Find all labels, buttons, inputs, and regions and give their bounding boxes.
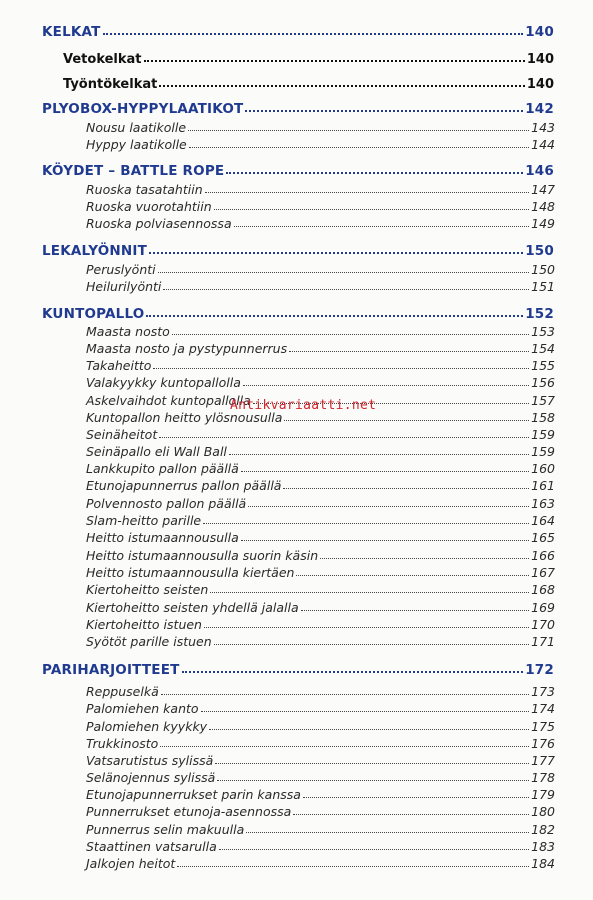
page-number: 146 [525, 163, 554, 179]
toc-entry[interactable] [86, 698, 555, 716]
dot-leader [289, 351, 529, 352]
page-number: 165 [531, 530, 555, 545]
page-number: 180 [531, 804, 555, 819]
dot-leader [172, 334, 529, 335]
section-heading[interactable] [42, 97, 554, 117]
entry-title: Kuntopallon heitto ylösnousulla [86, 410, 283, 425]
dot-leader [161, 694, 529, 695]
dot-leader [229, 454, 529, 455]
dot-leader [209, 729, 529, 730]
page-number: 143 [531, 120, 555, 135]
dot-leader [234, 226, 530, 227]
dot-leader [153, 368, 529, 369]
dot-leader [159, 437, 529, 438]
page-number: 158 [531, 410, 555, 425]
toc-entry[interactable] [86, 750, 555, 768]
entry-title: Maasta nosto ja pystypunnerrus [86, 341, 288, 356]
toc-entry[interactable] [86, 179, 555, 197]
dot-leader [293, 814, 529, 815]
entry-title: Nousu laatikolle [86, 120, 187, 135]
dot-leader [296, 575, 529, 576]
subsection-entry[interactable] [63, 47, 554, 67]
entry-title: Punnerrukset etunoja-asennossa [86, 804, 292, 819]
dot-leader [177, 866, 529, 867]
entry-title: KUNTOPALLO [42, 306, 145, 322]
page-number: 159 [531, 427, 555, 442]
toc-entry[interactable] [86, 213, 555, 231]
dot-leader [204, 627, 529, 628]
entry-title: Kiertoheitto istuen [86, 617, 202, 632]
page-number: 156 [531, 375, 555, 390]
entry-title: Ruoska polviasennossa [86, 216, 232, 231]
toc-entry[interactable] [86, 372, 555, 390]
entry-title: Punnerrus selin makuulla [86, 822, 245, 837]
dot-leader [201, 711, 530, 712]
toc-entry[interactable] [86, 767, 555, 785]
dot-leader [158, 272, 530, 273]
page-number: 170 [531, 617, 555, 632]
toc-entry[interactable] [86, 784, 555, 802]
toc-entry[interactable] [86, 562, 555, 580]
page-number: 153 [531, 324, 555, 339]
page-number: 148 [531, 199, 555, 214]
toc-entry[interactable] [86, 441, 555, 459]
page-number: 159 [531, 444, 555, 459]
page-number: 172 [525, 662, 554, 678]
page-number: 140 [525, 24, 554, 40]
page-number: 169 [531, 600, 555, 615]
page-number: 157 [531, 393, 555, 408]
dot-leader [245, 110, 523, 112]
page-number: 151 [531, 279, 555, 294]
page-number: 144 [531, 137, 555, 152]
entry-title: Etunojapunnerrukset parin kanssa [86, 787, 301, 802]
watermark: Antikvariaatti.net [230, 398, 377, 413]
entry-title: Polvennosto pallon päällä [86, 496, 247, 511]
entry-title: Kiertoheitto seisten [86, 582, 209, 597]
toc-entry[interactable] [86, 276, 555, 294]
entry-title: Ruoska vuorotahtiin [86, 199, 212, 214]
toc-entry[interactable] [86, 853, 555, 871]
page-number: 163 [531, 496, 555, 511]
page-number: 177 [531, 753, 555, 768]
entry-title: Jalkojen heitot [86, 856, 176, 871]
page-number: 155 [531, 358, 555, 373]
section-heading[interactable] [42, 658, 554, 678]
entry-title: Reppuselkä [86, 684, 159, 699]
entry-title: Heitto istumaannousulla [86, 530, 239, 545]
dot-leader [159, 85, 525, 87]
section-heading[interactable] [42, 239, 554, 259]
entry-title: Hyppy laatikolle [86, 137, 187, 152]
dot-leader [241, 540, 529, 541]
entry-title: KELKAT [42, 24, 101, 40]
page-number: 173 [531, 684, 555, 699]
entry-title: Etunojapunnerrus pallon päällä [86, 478, 282, 493]
dot-leader [103, 33, 524, 35]
dot-leader [214, 644, 529, 645]
dot-leader [215, 763, 529, 764]
page-number: 161 [531, 478, 555, 493]
page-number: 142 [525, 101, 554, 117]
toc-entry[interactable] [86, 510, 555, 528]
page-number: 166 [531, 548, 555, 563]
entry-title: Syötöt parille istuen [86, 634, 212, 649]
dot-leader [248, 506, 529, 507]
dot-leader [182, 671, 524, 673]
dot-leader [160, 746, 529, 747]
page-number: 147 [531, 182, 555, 197]
entry-title: KÖYDET – BATTLE ROPE [42, 163, 225, 179]
dot-leader [214, 209, 529, 210]
dot-leader [189, 147, 529, 148]
entry-title: PARIHARJOITTEET [42, 662, 180, 678]
toc-entry[interactable] [86, 259, 555, 277]
dot-leader [219, 849, 529, 850]
entry-title: LEKALYÖNNIT [42, 243, 148, 259]
entry-title: Heitto istumaannousulla suorin käsin [86, 548, 319, 563]
entry-title: Vatsarutistus sylissä [86, 753, 214, 768]
toc-entry[interactable] [86, 631, 555, 649]
toc-entry[interactable] [86, 338, 555, 356]
dot-leader [283, 488, 529, 489]
entry-title: Takaheitto [86, 358, 152, 373]
toc-entry[interactable] [86, 614, 555, 632]
toc-entry[interactable] [86, 819, 555, 837]
dot-leader [241, 471, 529, 472]
page-number: 174 [531, 701, 555, 716]
toc-entry[interactable] [86, 475, 555, 493]
dot-leader [226, 172, 523, 174]
page-number: 183 [531, 839, 555, 854]
entry-title: Trukkinosto [86, 736, 159, 751]
page-number: 171 [531, 634, 555, 649]
page-number: 178 [531, 770, 555, 785]
dot-leader [246, 832, 529, 833]
toc-entry[interactable] [86, 117, 555, 135]
toc-entry[interactable] [86, 733, 555, 751]
entry-title: Maasta nosto [86, 324, 170, 339]
toc-entry[interactable] [86, 681, 555, 699]
toc-entry[interactable] [86, 134, 555, 152]
page-number: 140 [526, 52, 554, 67]
dot-leader [217, 780, 529, 781]
section-heading[interactable] [42, 159, 554, 179]
toc-entry[interactable] [86, 196, 555, 214]
dot-leader [284, 420, 529, 421]
dot-leader [149, 252, 523, 254]
entry-title: Palomiehen kyykky [86, 719, 208, 734]
entry-title: Työntökelkat [63, 77, 158, 92]
dot-leader [144, 60, 525, 62]
page-number: 152 [525, 306, 554, 322]
dot-leader [203, 523, 529, 524]
entry-title: Lankkupito pallon päällä [86, 461, 239, 476]
toc-entry[interactable] [86, 493, 555, 511]
entry-title: Selänojennus sylissä [86, 770, 216, 785]
toc-entry[interactable] [86, 597, 555, 615]
page-number: 160 [531, 461, 555, 476]
toc-entry[interactable] [86, 545, 555, 563]
entry-title: Palomiehen kanto [86, 701, 199, 716]
toc-entry[interactable] [86, 579, 555, 597]
toc-entry[interactable] [86, 458, 555, 476]
page-number: 175 [531, 719, 555, 734]
page-number: 176 [531, 736, 555, 751]
entry-title: Heilurilyönti [86, 279, 162, 294]
dot-leader [205, 192, 530, 193]
entry-title: Seinäpallo eli Wall Ball [86, 444, 227, 459]
entry-title: Seinäheitot [86, 427, 158, 442]
toc-entry[interactable] [86, 716, 555, 734]
entry-title: Vetokelkat [63, 52, 142, 67]
entry-title: Slam-heitto parille [86, 513, 202, 528]
toc-entry[interactable] [86, 801, 555, 819]
page-number: 164 [531, 513, 555, 528]
page-number: 168 [531, 582, 555, 597]
page-number: 150 [531, 262, 555, 277]
section-heading[interactable] [42, 302, 554, 322]
dot-leader [146, 315, 523, 317]
page-number: 149 [531, 216, 555, 231]
entry-title: Peruslyönti [86, 262, 156, 277]
dot-leader [303, 797, 529, 798]
page-number: 182 [531, 822, 555, 837]
dot-leader [301, 610, 530, 611]
toc-entry[interactable] [86, 321, 555, 339]
page-number: 140 [526, 77, 554, 92]
toc-entry[interactable] [86, 836, 555, 854]
toc-entry[interactable] [86, 355, 555, 373]
subsection-entry[interactable] [63, 72, 554, 92]
dot-leader [320, 558, 529, 559]
toc-entry[interactable] [86, 424, 555, 442]
dot-leader [163, 289, 529, 290]
dot-leader [210, 592, 529, 593]
page-number: 167 [531, 565, 555, 580]
toc-entry[interactable] [86, 527, 555, 545]
entry-title: Heitto istumaannousulla kiertäen [86, 565, 295, 580]
entry-title: Kiertoheitto seisten yhdellä jalalla [86, 600, 299, 615]
entry-title: Askelvaihdot kuntopallolla [86, 393, 251, 408]
entry-title: PLYOBOX-HYPPYLAATIKOT [42, 101, 244, 117]
page-number: 154 [531, 341, 555, 356]
dot-leader [188, 130, 529, 131]
section-heading[interactable] [42, 20, 554, 40]
entry-title: Valakyykky kuntopallolla [86, 375, 241, 390]
entry-title: Ruoska tasatahtiin [86, 182, 203, 197]
entry-title: Staattinen vatsarulla [86, 839, 217, 854]
page-number: 150 [525, 243, 554, 259]
dot-leader [243, 385, 529, 386]
page-number: 184 [531, 856, 555, 871]
page-number: 179 [531, 787, 555, 802]
